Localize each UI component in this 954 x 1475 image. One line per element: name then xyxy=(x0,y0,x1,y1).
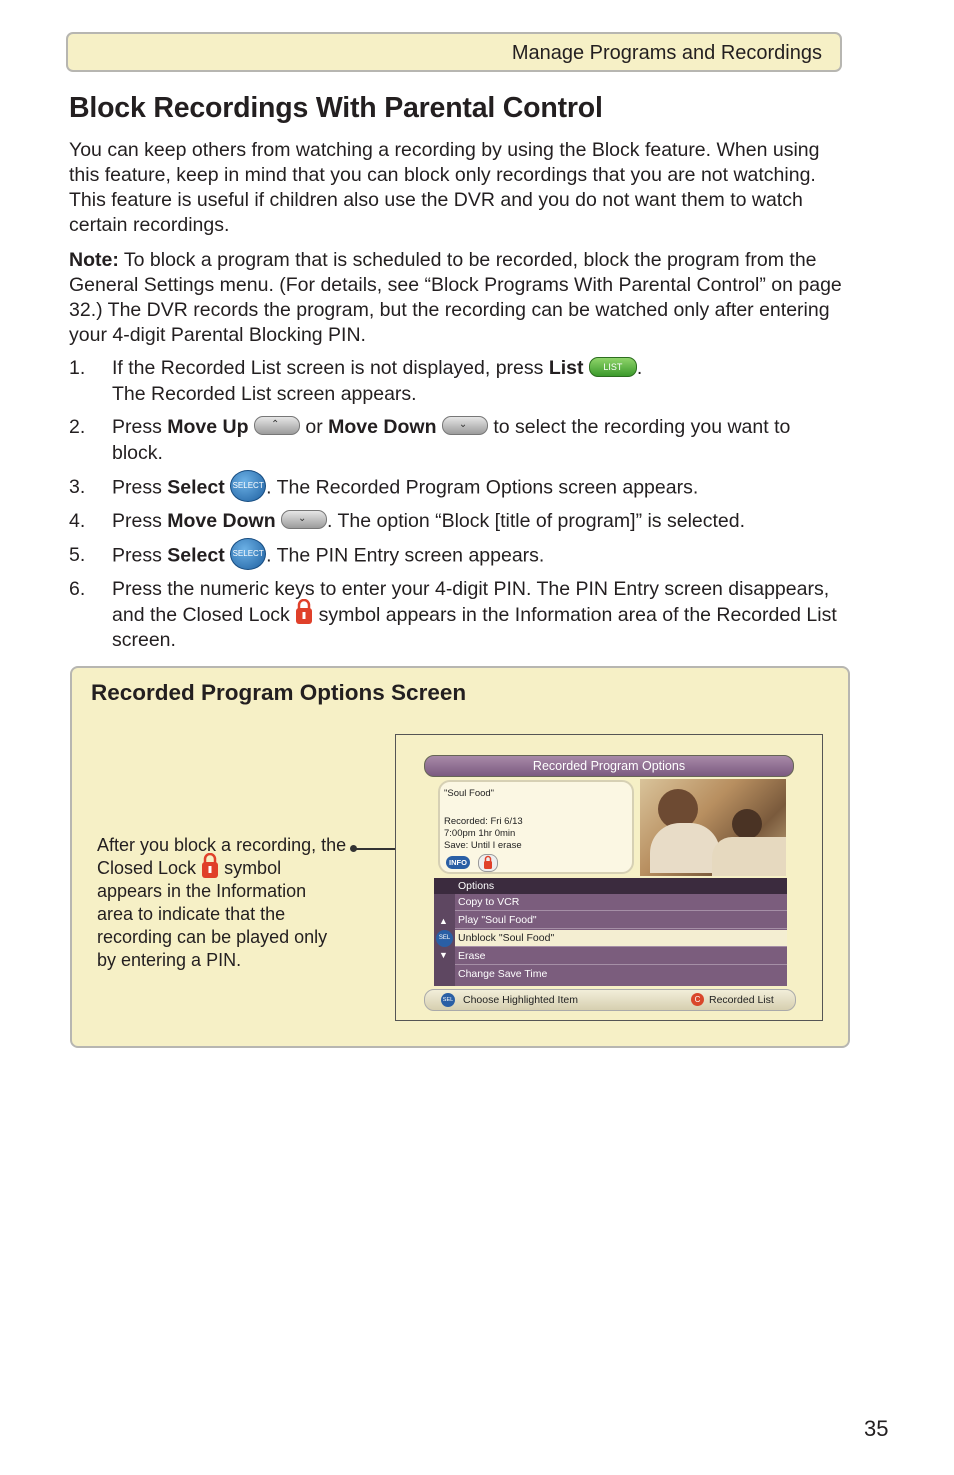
recorded-time: 7:00pm 1hr 0min xyxy=(444,828,516,839)
step-number: 6. xyxy=(69,578,86,600)
chevron-down-icon: ⌄ xyxy=(458,419,468,431)
information-area xyxy=(438,780,634,874)
select-button-icon: SELECT xyxy=(230,470,266,502)
screen-footer xyxy=(424,989,796,1011)
option-erase[interactable]: Erase xyxy=(455,948,787,965)
intro-paragraph: You can keep others from watching a recording by using the Block feature. When using this feature, keep in mind that you can block only recordings that you are not watching. This feature is useful if children also use the DVR and you do not want them to watch certain recordings. xyxy=(69,139,820,236)
step-key: Move Up xyxy=(167,416,249,438)
option-change-save-time[interactable]: Change Save Time xyxy=(458,968,548,980)
program-thumbnail xyxy=(640,779,786,876)
info-icon: INFO xyxy=(446,856,470,869)
screen-title: Recorded Program Options xyxy=(424,755,794,777)
screen-panel xyxy=(70,666,850,1048)
sel-icon: SEL xyxy=(441,993,455,1007)
step-text: Press xyxy=(112,544,168,567)
step-text: Press xyxy=(112,510,168,532)
options-menu xyxy=(434,878,787,986)
option-unblock[interactable]: Unblock "Soul Food" xyxy=(455,930,787,947)
move-up-button-icon xyxy=(254,416,300,435)
step-key: Select xyxy=(167,544,225,567)
option-play[interactable]: Play "Soul Food" xyxy=(455,912,787,929)
chevron-up-icon: ⌃ xyxy=(270,419,280,431)
section-title: Manage Programs and Recordings xyxy=(511,42,822,64)
step-text: or xyxy=(299,416,329,438)
step-text: If the Recorded List screen is not displayed, press xyxy=(112,357,549,379)
sel-icon[interactable]: SEL xyxy=(436,930,453,947)
step-text: symbol appears in the Information area of the Recorded List screen. xyxy=(112,603,837,651)
note-text: To block a program that is scheduled to be recorded, block the program from the General Settings menu. (For details, see “Block Programs With Parental Control” on page 32.) The DVR records the program, but the recording can be watched only after entering your 4-digit Parental Blocking PIN. xyxy=(69,249,842,346)
closed-lock-icon xyxy=(295,599,313,625)
options-header: Options xyxy=(434,878,787,894)
step-key: Move Down xyxy=(167,510,276,532)
options-nav xyxy=(434,894,455,986)
footer-choose[interactable]: Choose Highlighted Item xyxy=(463,994,578,1006)
step-number: 2. xyxy=(69,416,86,438)
step-text: Press xyxy=(112,476,168,499)
panel-title: Recorded Program Options Screen xyxy=(91,680,467,705)
step-text: . The option “Block [title of program]” is selected. xyxy=(327,510,746,532)
up-arrow-icon[interactable]: ▲ xyxy=(439,916,448,926)
step-text: . xyxy=(636,357,643,379)
tv-screen xyxy=(395,734,823,1021)
list-button-icon: LIST xyxy=(589,357,637,377)
step-text: Press the numeric keys to enter your 4-digit PIN. The PIN Entry screen disappears, and the Closed Lock xyxy=(112,578,830,626)
move-down-button-icon xyxy=(442,416,488,435)
step-key: Move Down xyxy=(328,416,437,438)
step-key: Select xyxy=(167,476,225,499)
step-text: . The Recorded Program Options screen appears. xyxy=(266,476,699,499)
select-button-icon: SELECT xyxy=(230,538,266,570)
move-down-button-icon xyxy=(281,510,327,529)
option-copy-to-vcr[interactable]: Copy to VCR xyxy=(455,894,787,911)
down-arrow-icon[interactable]: ▼ xyxy=(439,950,448,960)
step-result: The Recorded List screen appears. xyxy=(112,382,417,405)
footer-recorded-list[interactable]: Recorded List xyxy=(709,994,774,1006)
step-text: . The PIN Entry screen appears. xyxy=(266,544,545,567)
note-paragraph xyxy=(69,248,849,348)
page-number: 35 xyxy=(864,1416,889,1441)
page-title: Block Recordings With Parental Control xyxy=(69,92,603,124)
step-text: Press xyxy=(112,416,168,438)
step-text: to select the recording you want to block. xyxy=(112,416,791,464)
step-key: List xyxy=(548,357,584,379)
recorded-date: Recorded: Fri 6/13 xyxy=(444,816,523,827)
step-number: 4. xyxy=(69,510,86,532)
closed-lock-icon xyxy=(478,854,498,872)
c-button-icon: C xyxy=(691,993,704,1006)
save-setting: Save: Until I erase xyxy=(444,840,522,851)
callout-part: After you block a recording, the Closed Lock xyxy=(97,835,347,878)
running-header xyxy=(66,32,842,72)
callout-text xyxy=(97,834,347,972)
chevron-down-icon: ⌄ xyxy=(298,513,307,525)
step-number: 3. xyxy=(69,476,86,498)
callout-part: symbol appears in the Information area to indicate that the recording can be played only by entering a PIN. xyxy=(97,858,328,970)
program-title: "Soul Food" xyxy=(444,788,495,799)
step-number: 1. xyxy=(69,357,86,379)
step-number: 5. xyxy=(69,544,86,566)
note-label: Note: xyxy=(69,249,119,271)
closed-lock-icon xyxy=(201,853,219,879)
